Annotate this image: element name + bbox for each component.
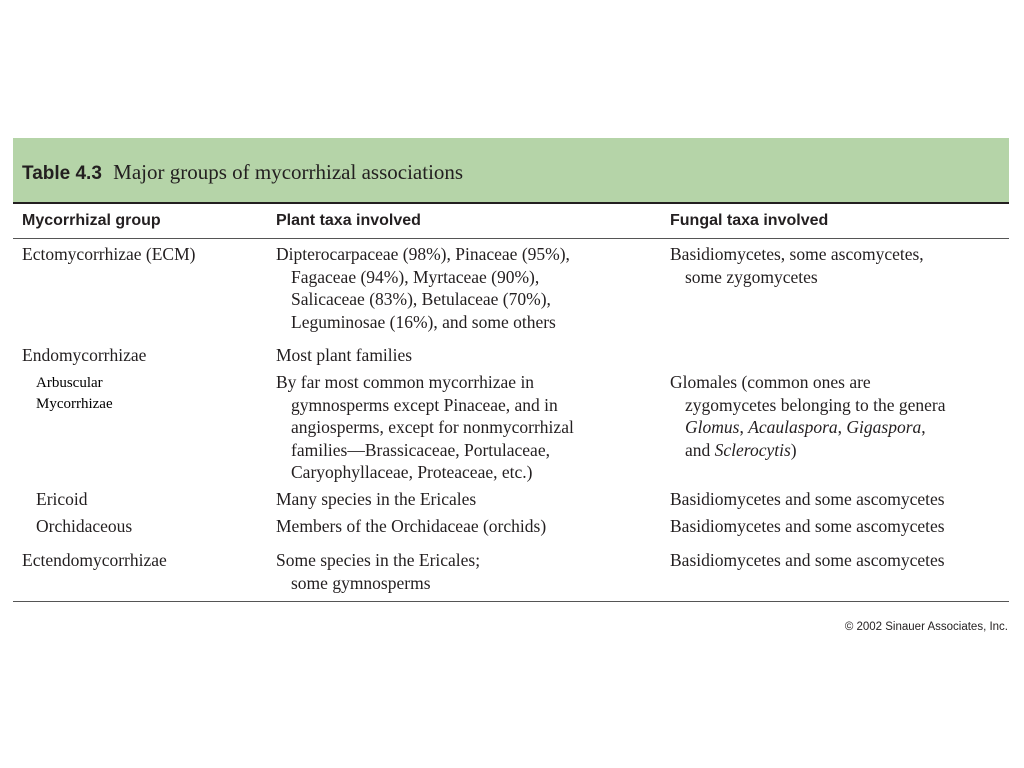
plant-line: families—Brassicaceae, Portulaceae,: [291, 439, 550, 460]
table-row-ecm-fungal: [670, 243, 924, 288]
fungal-line: Glomales (common ones are: [670, 372, 871, 392]
group-label: Ectomycorrhizae (ECM): [22, 244, 196, 264]
table-bottom-rule: [13, 601, 1009, 602]
column-header-plant: Plant taxa involved: [276, 212, 421, 229]
table-label: Table 4.3: [22, 163, 102, 184]
plant-line: Many species in the Ericales: [276, 489, 477, 509]
table-row-arbuscular-plant: [276, 371, 574, 484]
column-header-fungal: Fungal taxa involved: [670, 212, 829, 229]
plant-line: Leguminosae (16%), and some others: [291, 311, 556, 332]
plant-line: Salicaceae (83%), Betulaceae (70%),: [291, 289, 551, 310]
group-label-line: Mycorrhizae: [36, 396, 113, 412]
table-row-orchid-group: [36, 515, 132, 538]
table-row-ecm-plant: [276, 243, 570, 333]
fungal-line: some zygomycetes: [685, 266, 818, 287]
genus-name: Acaulaspora: [748, 417, 838, 438]
table-row-orchid-fungal: [670, 515, 945, 538]
table-caption: Major groups of mycorrhizal associations: [113, 160, 464, 184]
genus-name: Glomus: [685, 417, 740, 438]
genus-name: Gigaspora: [846, 417, 922, 438]
fungal-genera-line: [670, 416, 945, 439]
plant-line: Caryophyllaceae, Proteaceae, etc.): [291, 462, 533, 483]
table-row-ecm-group: [22, 243, 195, 266]
fungal-line: Basidiomycetes and some ascomycetes: [670, 550, 945, 570]
table-row-ectendo-fungal: [670, 549, 945, 572]
plant-line: Fagaceae (94%), Myrtaceae (90%),: [291, 266, 540, 287]
plant-line: Members of the Orchidaceae (orchids): [276, 516, 547, 536]
plant-line: gymnosperms except Pinaceae, and in: [291, 394, 558, 415]
fungal-line: Basidiomycetes and some ascomycetes: [670, 516, 945, 536]
table-row-arbuscular-group: [36, 373, 113, 415]
table-row-ericoid-group: [36, 488, 88, 511]
separator: ,: [739, 417, 749, 438]
plant-line: angiosperms, except for nonmycorrhizal: [291, 417, 574, 438]
table-row-arbuscular-fungal: [670, 371, 945, 461]
header-bottom-rule: [13, 238, 1009, 239]
table-row-ectendo-group: [22, 549, 167, 572]
genus-name: Sclerocytis: [714, 439, 791, 460]
plant-line: Some species in the Ericales;: [276, 550, 481, 570]
column-header-group: Mycorrhizal group: [22, 212, 161, 229]
table-row-endo-group: [22, 344, 146, 367]
separator: ,: [837, 417, 847, 438]
separator: ,: [921, 417, 926, 438]
group-label: Ectendomycorrhizae: [22, 550, 167, 570]
group-label-line: Arbuscular: [36, 375, 103, 391]
conjunction: and: [685, 439, 715, 460]
copyright-notice: © 2002 Sinauer Associates, Inc.: [844, 621, 1008, 633]
plant-line: some gymnosperms: [291, 572, 431, 593]
table-row-orchid-plant: [276, 515, 546, 538]
header-top-rule: [13, 202, 1009, 204]
fungal-line: Basidiomycetes, some ascomycetes,: [670, 244, 924, 264]
fungal-line: zygomycetes belonging to the genera: [685, 394, 946, 415]
plant-line: By far most common mycorrhizae in: [276, 372, 535, 392]
table-title-bar: [13, 138, 1009, 202]
table-row-ectendo-plant: [276, 549, 480, 594]
table-row-endo-plant: [276, 344, 412, 367]
table-row-ericoid-fungal: [670, 488, 945, 511]
close-paren: ): [790, 439, 797, 460]
plant-line: Most plant families: [276, 345, 413, 365]
group-label: Endomycorrhizae: [22, 345, 147, 365]
table-title: [22, 160, 463, 185]
group-label: Ericoid: [36, 489, 88, 509]
table-row-ericoid-plant: [276, 488, 476, 511]
fungal-line: Basidiomycetes and some ascomycetes: [670, 489, 945, 509]
fungal-genera-line: [670, 439, 945, 462]
group-label: Orchidaceous: [36, 516, 133, 536]
plant-line: Dipterocarpaceae (98%), Pinaceae (95%),: [276, 244, 570, 264]
